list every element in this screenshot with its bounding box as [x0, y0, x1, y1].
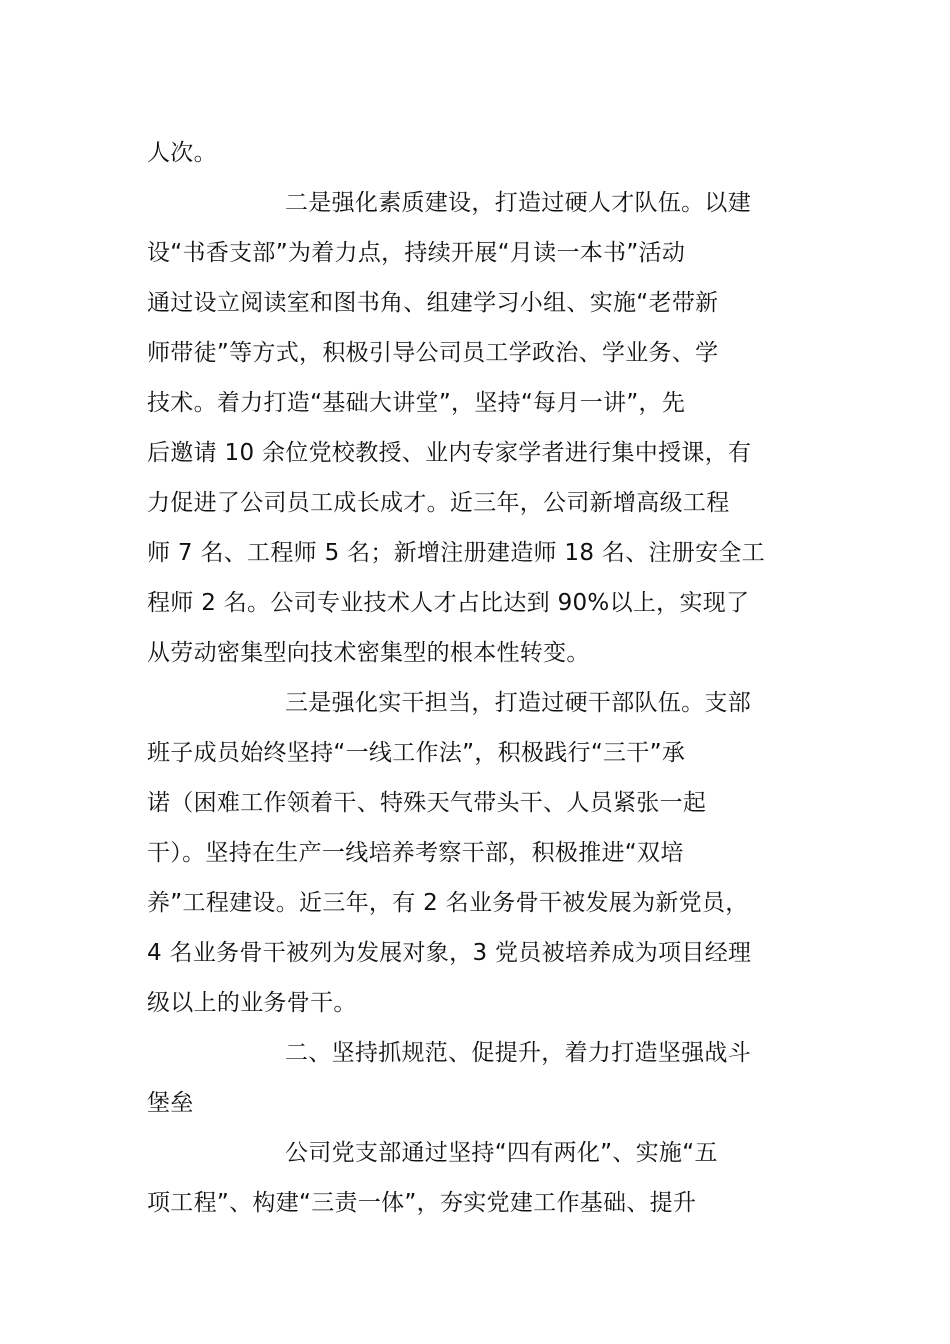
text-line: 通过设立阅读室和图书角、组建学习小组、实施“老带新 — [147, 290, 719, 316]
text-line: 干）。坚持在生产一线培养考察干部，积极推进“双培 — [147, 840, 684, 866]
text-line: 人次。 — [147, 140, 217, 166]
section-heading-line: 堡垒 — [147, 1090, 194, 1116]
paragraph-start-line: 公司党支部通过坚持“四有两化”、实施“五 — [285, 1140, 718, 1166]
paragraph-start-line: 三是强化实干担当，打造过硬干部队伍。支部 — [285, 690, 751, 716]
text-line: 从劳动密集型向技术密集型的根本性转变。 — [147, 640, 590, 666]
text-line: 级以上的业务骨干。 — [147, 990, 357, 1016]
text-line: 后邀请 10 余位党校教授、业内专家学者进行集中授课，有 — [147, 440, 752, 466]
document-body — [147, 128, 827, 1228]
text-line: 设“书香支部”为着力点，持续开展“月读一本书”活动 — [147, 240, 686, 266]
text-line: 项工程”、构建“三责一体”，夯实党建工作基础、提升 — [147, 1190, 697, 1216]
paragraph-start-line: 二是强化素质建设，打造过硬人才队伍。以建 — [285, 190, 751, 216]
text-line: 师 7 名、工程师 5 名；新增注册建造师 18 名、注册安全工 — [147, 540, 765, 566]
section-heading-line: 二、坚持抓规范、促提升，着力打造坚强战斗 — [285, 1040, 751, 1066]
text-line: 班子成员始终坚持“一线工作法”，积极践行“三干”承 — [147, 740, 686, 766]
text-line: 程师 2 名。公司专业技术人才占比达到 90%以上，实现了 — [147, 590, 750, 616]
text-line: 技术。着力打造“基础大讲堂”，坚持“每月一讲”，先 — [147, 390, 686, 416]
text-line: 养”工程建设。近三年，有 2 名业务骨干被发展为新党员， — [147, 890, 749, 916]
text-line: 师带徒”等方式，积极引导公司员工学政治、学业务、学 — [147, 340, 719, 366]
text-line: 诺（困难工作领着干、特殊天气带头干、人员紧张一起 — [147, 790, 707, 816]
text-line: 力促进了公司员工成长成才。近三年，公司新增高级工程 — [147, 490, 730, 516]
text-line: 4 名业务骨干被列为发展对象，3 党员被培养成为项目经理 — [147, 940, 752, 966]
